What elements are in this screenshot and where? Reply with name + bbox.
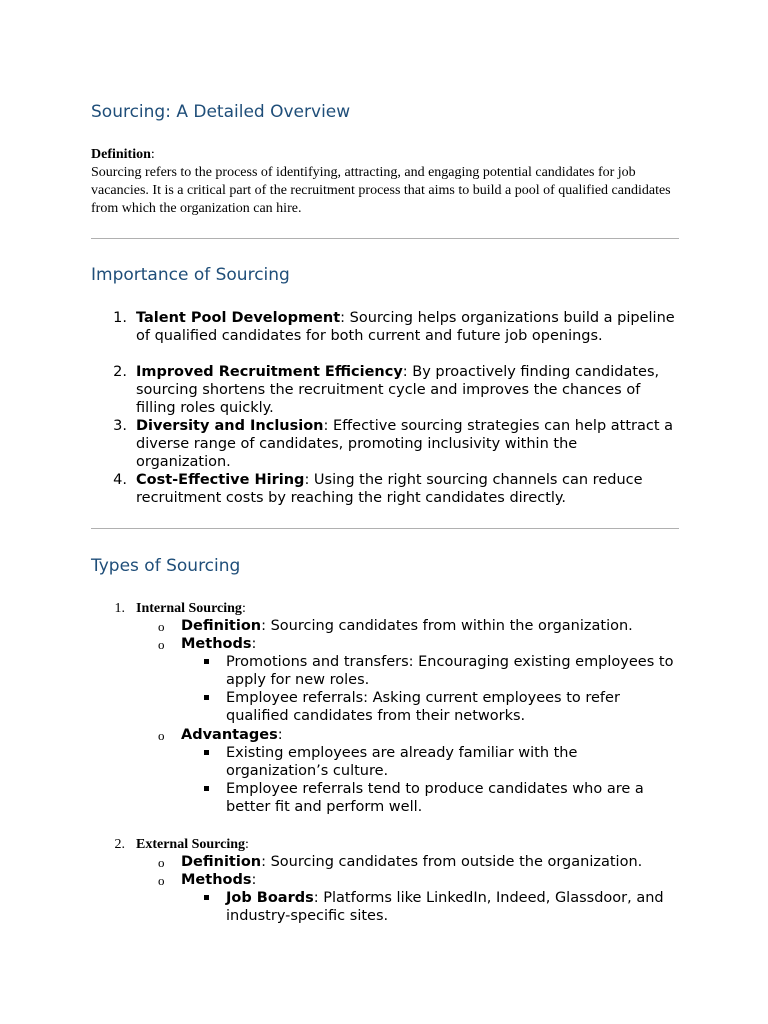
internal-advantage-item: Employee referrals tend to produce candidates who are a better fit and perform well. (226, 781, 644, 816)
circle-bullet-icon: o (158, 637, 165, 652)
external-definition: Definition: Sourcing candidates from outside the organization. (181, 854, 643, 870)
internal-advantages-label: Advantages: (181, 727, 283, 743)
external-methods-label: Methods: (181, 872, 257, 888)
list-item: Talent Pool Development: Sourcing helps organizations build a pipeline of qualified candidates for both current and future job openings. (136, 310, 675, 345)
importance-heading: Importance of Sourcing (91, 265, 290, 285)
square-bullet-icon (204, 695, 209, 700)
circle-bullet-icon: o (158, 728, 165, 743)
divider (91, 238, 679, 239)
circle-bullet-icon: o (158, 873, 165, 888)
definition-heading: Definition: (91, 147, 155, 162)
circle-bullet-icon: o (158, 855, 165, 870)
square-bullet-icon (204, 750, 209, 755)
circle-bullet-icon: o (158, 619, 165, 634)
internal-method-item: Employee referrals: Asking current employees to refer qualified candidates from their networks. (226, 690, 620, 725)
list-item: Diversity and Inclusion: Effective sourcing strategies can help attract a diverse range of candidates, promoting inclusivity within the organization. (136, 418, 674, 471)
divider (91, 528, 679, 529)
internal-advantage-item: Existing employees are already familiar with the organization’s culture. (226, 745, 578, 780)
internal-methods-label: Methods: (181, 636, 257, 652)
square-bullet-icon (204, 895, 209, 900)
list-number: 2. (113, 364, 127, 380)
square-bullet-icon (204, 786, 209, 791)
external-sourcing-heading: External Sourcing: (136, 837, 249, 852)
types-heading: Types of Sourcing (91, 556, 241, 576)
list-number: 3. (113, 418, 127, 434)
definition-label: Definition (91, 147, 151, 162)
list-number: 4. (113, 472, 127, 488)
external-method-item: Job Boards: Platforms like LinkedIn, Indeed, Glassdoor, and industry-specific sites. (226, 890, 664, 925)
internal-definition: Definition: Sourcing candidates from within the organization. (181, 618, 633, 634)
definition-text: Sourcing refers to the process of identifying, attracting, and engaging potential candidates for job vacancies. It is a critical part of the recruitment process that aims to build a pool of qualified candidates from which the organization can hire. (91, 165, 671, 216)
list-number: 2. (114, 837, 125, 852)
square-bullet-icon (204, 659, 209, 664)
page-title: Sourcing: A Detailed Overview (91, 102, 351, 122)
list-item: Cost-Effective Hiring: Using the right sourcing channels can reduce recruitment costs by reaching the right candidates directly. (136, 472, 643, 507)
list-number: 1. (114, 601, 125, 616)
list-item: Improved Recruitment Efficiency: By proactively finding candidates, sourcing shortens the recruitment cycle and improves the chances of filling roles quickly. (136, 364, 660, 417)
internal-sourcing-heading: Internal Sourcing: (136, 601, 246, 616)
list-number: 1. (113, 310, 127, 326)
internal-method-item: Promotions and transfers: Encouraging existing employees to apply for new roles. (226, 654, 674, 689)
